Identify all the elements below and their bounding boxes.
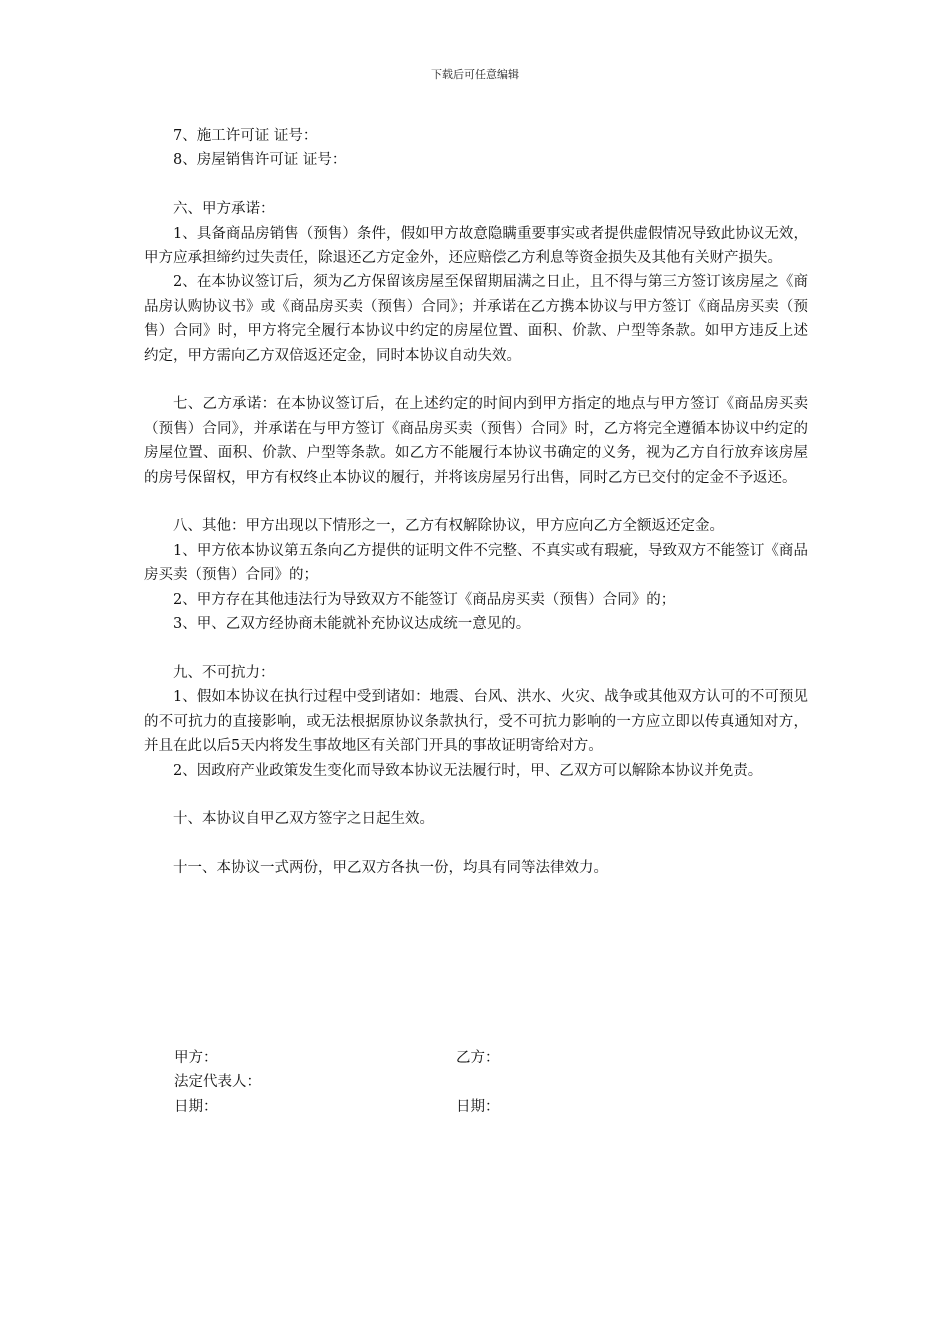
section-6-clause-2: 2、在本协议签订后，须为乙方保留该房屋至保留期届满之日止，且不得与第三方签订该房屋之《商品房认购协议书》或《商品房买卖（预售）合同》；并承诺在乙方携本协议与甲方签订《商品房买卖（预售）合同》时，甲方将完全履行本协议中约定的房屋位置、面积、价款、户型等条款。如甲方违反上述约定，甲方需向乙方双倍返还定金，同时本协议自动失效。 bbox=[144, 274, 808, 364]
section-9-clause-2: 2、因政府产业政策发生变化而导致本协议无法履行时，甲、乙双方可以解除本协议并免责。 bbox=[173, 762, 763, 779]
section-6-title: 六、甲方承诺： bbox=[173, 201, 275, 218]
spacer bbox=[144, 832, 808, 856]
legal-representative-label: 法定代表人： bbox=[174, 1074, 261, 1091]
party-a-date-label: 日期： bbox=[174, 1098, 218, 1115]
party-b-date-label: 日期： bbox=[456, 1098, 500, 1115]
spacer bbox=[144, 173, 808, 197]
section-8-title: 八、其他：甲方出现以下情形之一，乙方有权解除协议，甲方应向乙方全额返还定金。 bbox=[173, 518, 724, 535]
section-11: 十一、本协议一式两份，甲乙双方各执一份，均具有同等法律效力。 bbox=[173, 860, 608, 877]
spacer bbox=[144, 368, 808, 392]
party-a-label: 甲方： bbox=[174, 1050, 218, 1066]
signature-row-dates bbox=[174, 1095, 734, 1119]
section-6-clause-1: 1、具备商品房销售（预售）条件，假如甲方故意隐瞒重要事实或者提供虚假情况导致此协议无效，甲方应承担缔约过失责任，除退还乙方定金外，还应赔偿乙方利息等资金损失及其他有关财产损失。 bbox=[144, 225, 808, 267]
section-8-clause-2: 2、甲方存在其他违法行为导致双方不能签订《商品房买卖（预售）合同》的； bbox=[173, 591, 676, 608]
spacer bbox=[144, 636, 808, 660]
section-10: 十、本协议自甲乙双方签字之日起生效。 bbox=[173, 811, 434, 828]
section-9-clause-1: 1、假如本协议在执行过程中受到诸如：地震、台风、洪水、火灾、战争或其他双方认可的不可预见的不可抗力的直接影响，或无法根据原协议条款执行，受不可抗力影响的一方应立即以传真通知对方，并且在此以后5天内将发生事故地区有关部门开具的事故证明寄给对方。 bbox=[144, 689, 808, 755]
section-8-clause-3: 3、甲、乙双方经协商未能就补充协议达成统一意见的。 bbox=[173, 616, 531, 633]
page-header: 下载后可任意编辑 bbox=[431, 68, 519, 81]
item-construction-permit: 7、施工许可证 证号： bbox=[173, 128, 318, 144]
party-b-label: 乙方： bbox=[456, 1050, 500, 1066]
signature-row-legal-rep bbox=[174, 1070, 734, 1094]
section-8-clause-1: 1、甲方依本协议第五条向乙方提供的证明文件不完整、不真实或有瑕疵，导致双方不能签订《商品房买卖（预售）合同》的； bbox=[144, 542, 808, 584]
signature-row-parties bbox=[174, 1046, 734, 1070]
signature-block bbox=[174, 1046, 734, 1119]
document-body bbox=[144, 124, 808, 881]
item-sales-permit: 8、房屋销售许可证 证号： bbox=[173, 152, 347, 169]
section-7: 七、乙方承诺：在本协议签订后，在上述约定的时间内到甲方指定的地点与甲方签订《商品房买卖（预售）合同》，并承诺在与甲方签订《商品房买卖（预售）合同》时，乙方将完全遵循本协议中约定的房屋位置、面积、价款、户型等条款。如乙方不能履行本协议书确定的义务，视为乙方自行放弃该房屋的房号保留权，甲方有权终止本协议的履行，并将该房屋另行出售，同时乙方已交付的定金不予返还。 bbox=[144, 396, 808, 486]
spacer bbox=[144, 490, 808, 514]
section-9-title: 九、不可抗力： bbox=[173, 664, 275, 681]
spacer bbox=[144, 783, 808, 807]
